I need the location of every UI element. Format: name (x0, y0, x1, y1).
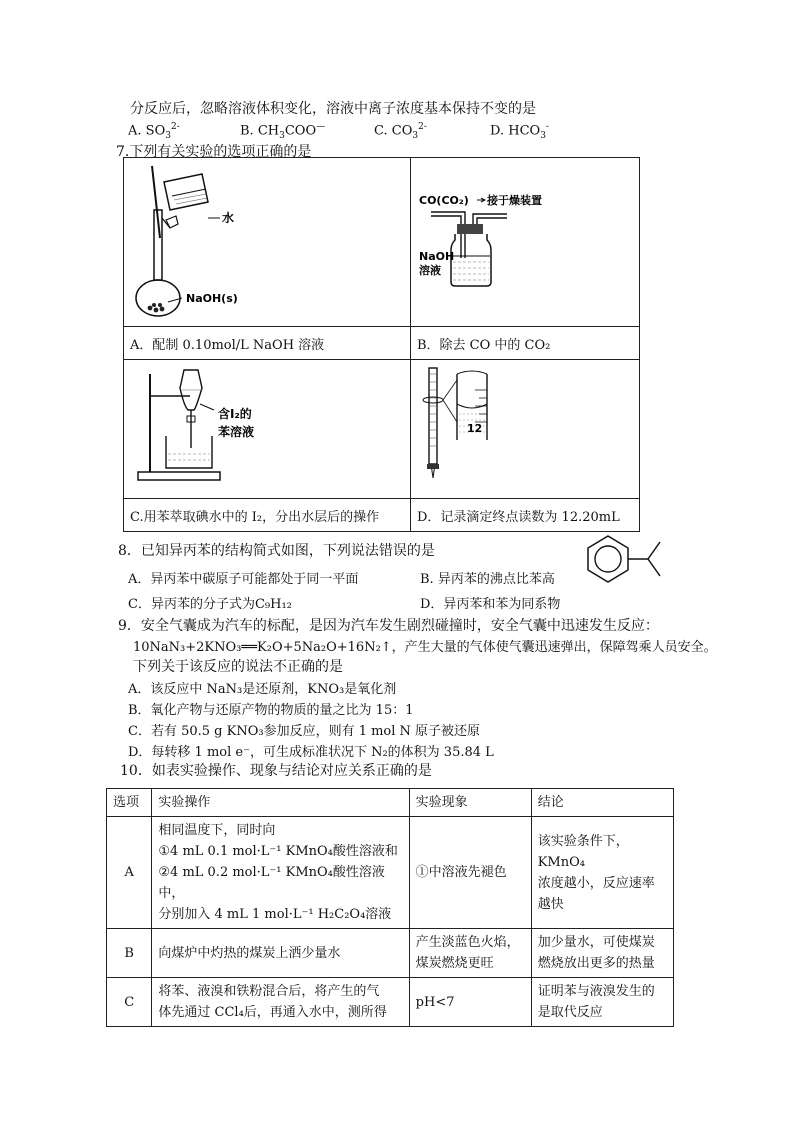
label-naoh-solid: NaOH(s) (186, 292, 238, 305)
q10-row-b-conclusion: 加少量水，可使煤炭 燃烧放出更多的热量 (531, 929, 673, 978)
q10-row-c-option: C (107, 978, 152, 1027)
q10-header-phenomenon: 实验现象 (409, 789, 531, 817)
q10-stem: 10．如表实验操作、现象与结论对应关系正确的是 (120, 763, 432, 779)
q7-caption-d: D．记录滴定终点读数为 12.20mL (411, 499, 640, 532)
table-row (107, 929, 674, 978)
q7-figure-b (411, 158, 640, 327)
q10-row-b-phenomenon: 产生淡蓝色火焰， 煤炭燃烧更旺 (409, 929, 531, 978)
label-benzene-solution: 苯溶液 (218, 425, 255, 439)
q9-stem-line3: 下列关于该反应的说法不正确的是 (133, 659, 343, 675)
q10-row-a-phenomenon: ①中溶液先褪色 (409, 817, 531, 929)
q9-option-a: A．该反应中 NaN₃是还原剂，KNO₃是氧化剂 (128, 682, 397, 697)
q10-header-option: 选项 (107, 789, 152, 817)
q7-caption-c: C.用苯萃取碘水中的 I₂，分出水层后的操作 (124, 499, 411, 532)
q7-figure-d (411, 360, 640, 499)
burette-reading-figure (411, 360, 639, 494)
q9-option-b: B．氧化产物与还原产物的物质的量之比为 15：1 (128, 703, 414, 718)
isopropylbenzene-structure (578, 530, 674, 590)
q7-options-table (123, 157, 640, 532)
label-to-dryer: 接于燥装置 (487, 194, 542, 207)
q8-option-b: B. 异丙苯的沸点比苯高 (420, 572, 555, 587)
gas-washing-bottle-figure (411, 158, 639, 322)
q9-stem-line1: 9．安全气囊成为汽车的标配，是因为汽车发生剧烈碰撞时，安全气囊中迅速发生反应： (118, 618, 659, 634)
q8-option-d: D．异丙苯和苯为同系物 (420, 597, 561, 612)
q8-option-a: A．异丙苯中碳原子可能都处于同一平面 (128, 572, 359, 587)
q7-caption-b: B．除去 CO 中的 CO₂ (411, 327, 640, 360)
q6-option-d: D. $HCO_3^-$ (490, 122, 549, 141)
label-contains-i2: 含I₂的 (218, 407, 252, 421)
q6-option-b: B. $CH_3COO^—$ (240, 122, 326, 141)
q7-stem: 7.下列有关实验的选项正确的是 (116, 144, 312, 160)
q9-option-c: C．若有 50.5 g KNO₃参加反应，则有 1 mol N 原子被还原 (128, 724, 481, 739)
q9-option-d: D．每转移 1 mol e⁻，可生成标准状况下 N₂的体积为 35.84 L (128, 745, 494, 760)
label-water: 水 (222, 211, 235, 225)
q8-stem: 8．已知异丙苯的结构简式如图，下列说法错误的是 (118, 543, 435, 559)
q9-equation-line: 10NaN₃+2KNO₃══K₂O+5Na₂O+16N₂↑，产生大量的气体使气囊迅速弹出，保障驾乘人员安全。 (133, 640, 717, 655)
separatory-funnel-figure (124, 360, 410, 494)
q10-header-operation: 实验操作 (152, 789, 409, 817)
q10-row-c-operation: 将苯、液溴和铁粉混合后，将产生的气 体先通过 CCl₄后，再通入水中，测所得 (152, 978, 409, 1027)
label-naoh: NaOH (419, 250, 455, 263)
q6-option-c: C. $CO_3^{2-}$ (374, 122, 427, 141)
q10-row-a-conclusion: 该实验条件下，KMnO₄ 浓度越小，反应速率 越快 (531, 817, 673, 929)
q6-stem: 分反应后，忽略溶液体积变化，溶液中离子浓度基本保持不变的是 (130, 101, 536, 117)
q7-caption-a: A．配制 0.10mol/L NaOH 溶液 (124, 327, 411, 360)
label-solution: 溶液 (419, 264, 441, 277)
label-co-co2: CO(CO₂) (419, 194, 469, 207)
q8-option-c: C．异丙苯的分子式为C₉H₁₂ (128, 597, 292, 612)
q7-figure-a (124, 158, 411, 327)
q10-row-a-operation: 相同温度下，同时向 ①4 mL 0.1 mol·L⁻¹ KMnO₄酸性溶液和 ②4 mL 0.2 mol·L⁻¹ KMnO₄酸性溶液中， 分别加入 4 mL 1 mol·L⁻¹ H₂C₂O₄溶液 (152, 817, 409, 929)
q10-row-c-conclusion: 证明苯与液溴发生的 是取代反应 (531, 978, 673, 1027)
q10-row-a-option: A (107, 817, 152, 929)
volumetric-flask-figure (124, 158, 410, 322)
q10-header-row (107, 789, 674, 817)
label-tick-12: 12 (467, 422, 483, 435)
q10-row-b-operation: 向煤炉中灼热的煤炭上洒少量水 (152, 929, 409, 978)
q10-table (106, 788, 674, 1027)
table-row (107, 978, 674, 1027)
q10-row-b-option: B (107, 929, 152, 978)
table-row (107, 817, 674, 929)
q10-row-c-phenomenon: pH<7 (409, 978, 531, 1027)
q7-figure-c (124, 360, 411, 499)
q6-option-a: A. $SO_3^{2-}$ (128, 122, 180, 141)
q10-header-conclusion: 结论 (531, 789, 673, 817)
